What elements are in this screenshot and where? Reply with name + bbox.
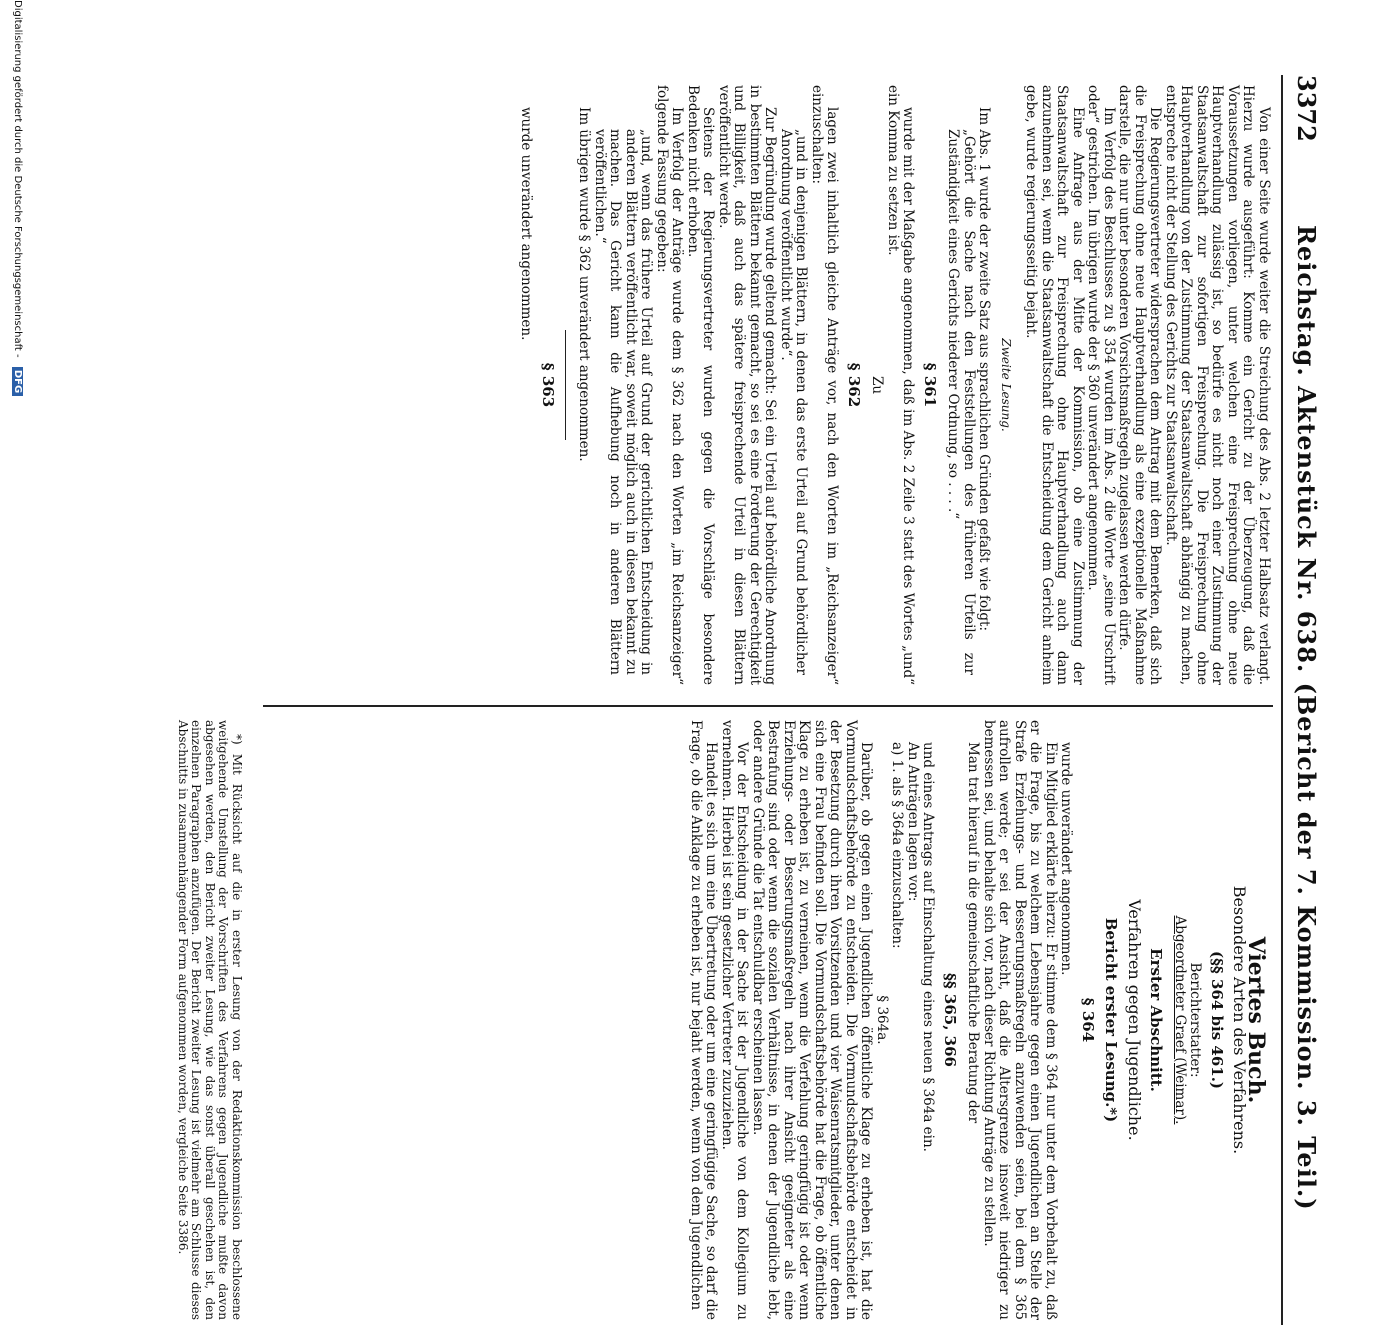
paragraph: Im Verfolg des Beschlusses zu § 354 wurden im Abs. 2 die Worte „seine Urschrift oder“ gestrichen. Im übrigen wurde der § 360 unverändert angenommen. <box>1085 85 1117 685</box>
paragraph: Handelt es sich um eine Übertretung oder um eine geringfügige Sache, so darf die Frage, ob die Anklage zu erheben ist, nur bejaht werden, wenn von dem Jugendlichen <box>688 720 720 1320</box>
section-subtitle: Verfahren gegen Jugendliche. <box>1125 899 1144 1141</box>
quotation: „und, wenn das frühere Urteil auf Grund der gerichtlichen Entscheidung in anderen Blättern veröffentlicht war, soweit möglich auch in diesen bekannt zu machen. Das Gericht kann die Aufhebung noch in anderen Blättern veröffentlichen.“ <box>592 129 655 675</box>
section-heading: § 361 <box>921 362 939 408</box>
paragraph: wurde unverändert angenommen. <box>1058 742 1075 976</box>
paragraph: Zu <box>869 375 886 395</box>
paragraph: Im übrigen wurde § 362 unverändert angenommen. <box>576 107 593 462</box>
column-divider <box>263 705 1273 707</box>
paragraph: Im Verfolg der Anträge wurde dem § 362 nach den Worten „im Reichsanzeiger“ folgende Fassung gegeben: <box>654 85 686 685</box>
paragraph: a) 1. als § 364a einzuschalten: <box>889 742 906 949</box>
paragraph: wurde unverändert angenommen. <box>518 107 535 341</box>
section-heading: § 364a. <box>874 995 890 1045</box>
book-range: (§§ 364 bis 461.) <box>1208 950 1226 1090</box>
left-column <box>518 85 1271 685</box>
header-rule <box>1281 75 1283 1325</box>
digitization-text: Digitalisierung gefördert durch die Deutsche Forschungsgemeinschaft - <box>12 0 23 358</box>
footnote-text: *) Mit Rücksicht auf die in erster Lesung von der Redaktionskommission beschlossene weitgehende Umstellung der Vorschriften des Verfahrens gegen Jugendliche mußte davon abgesehen werden, den Bericht zweiter Lesung, wie das sonst überall geschehen ist, den einzelnen Paragraphen anzufügen. Der Bericht zweiter Lesung ist vielmehr am Schlusse dieses Abschnitts in zusammenhängender Form aufgenommen worden, vergleiche Seite 3386. <box>176 720 244 1320</box>
paragraph: Man trat hierauf in die gemeinschaftliche Beratung der <box>965 742 982 1124</box>
paragraph: wurde mit der Maßgabe angenommen, daß im Abs. 2 Zeile 3 statt des Wortes „und“ ein Komma zu setzen ist. <box>885 85 917 685</box>
section-heading: §§ 365, 366 <box>941 973 959 1067</box>
book-subtitle: Besondere Arten des Verfahrens. <box>1230 885 1250 1155</box>
paragraph: Eine Anfrage aus der Mitte der Kommission, ob eine Zustimmung der Staatsanwaltschaft zur Freisprechung ohne Hauptverhandlung auch dann anzunehmen sei, wenn die Staatsanwaltschaft die Entscheidung dem Gericht anheim gebe, wurde regierungsseitig bejaht. <box>1023 85 1086 685</box>
section-title: Erster Abschnitt. <box>1147 948 1166 1092</box>
page-number: 3372 <box>1292 75 1321 142</box>
paragraph: Von einer Seite wurde weiter die Streichung des Abs. 2 letzter Halbsatz verlangt. Hierzu wurde ausgeführt: Komme ein Gericht zu der Überzeugung, daß die Voraussetzungen vorliegen, unter welchen eine Freisprechung ohne neue Hauptverhandlung zulässig ist, so bedürfe es nicht noch einer Zustimmung der Staatsanwaltschaft zur sofortigen Freisprechung. Die Freisprechung ohne Hauptverhandlung von der Zustimmung der Staatsanwaltschaft abhängig zu machen, entspreche nicht der Stellung des Gerichts zur Staatsanwaltschaft. <box>1163 85 1272 685</box>
paragraph: Die Regierungsvertreter widersprachen dem Antrag mit dem Bemerken, daß sich die Freisprechung ohne neue Hauptverhandlung als eine exzeptionelle Maßnahme darstelle, die nur unter besonderen Vorsichtsmaßregeln zugelassen werden dürfe. <box>1116 85 1164 685</box>
footnote <box>176 720 244 1320</box>
right-column <box>688 720 1272 1320</box>
reading-heading: Zweite Lesung. <box>999 338 1013 432</box>
paragraph: Vor der Entscheidung in der Sache ist der Jugendliche von dem Kollegium zu vernehmen. Hierbei ist sein gesetzlicher Vertreter zuzuziehen. <box>719 720 751 1320</box>
section-heading: § 362 <box>845 362 863 408</box>
paragraph: An Anträgen lagen vor: <box>905 742 921 902</box>
reporter-name: Abgeordneter Graef (Weimar). <box>1172 915 1188 1125</box>
quotation: „Gehört die Sache nach den Feststellungen des früheren Urteils zur Zuständigkeit eines Gerichts niederer Ordnung, so . . . .“ <box>945 129 977 675</box>
quotation: „und in denjenigen Blättern, in denen das erste Urteil auf Grund behördlicher Anordnung veröffentlicht wurde“. <box>778 129 810 675</box>
paragraph: lagen zwei inhaltlich gleiche Anträge vor, nach den Worten im „Reichsanzeiger“ einzuschalten: <box>809 85 841 685</box>
separator <box>565 330 566 440</box>
page-header <box>1281 75 1321 1325</box>
book-title: Viertes Buch. <box>1243 936 1269 1104</box>
paragraph: Im Abs. 1 wurde der zweite Satz aus sprachlichen Gründen gefaßt wie folgt: <box>976 107 993 632</box>
digitization-note <box>12 0 23 1000</box>
section-heading: § 363 <box>539 362 557 408</box>
dfg-logo: DFG <box>12 367 23 396</box>
section-heading: § 364 <box>1079 997 1097 1043</box>
paragraph: und eines Antrags auf Einschaltung eines neuen § 364a ein. <box>920 742 937 1152</box>
paragraph: Darüber, ob gegen einen Jugendlichen öffentliche Klage zu erheben ist, hat die Vormundschaftsbehörde zu entscheiden. Die Vormundschaftsbehörde entscheidet in der Besetzung durch ihren Vorsitzenden und vier Waisenratsmitglieder, unter denen sich eine Frau befinden soll. Die Vormundschaftsbehörde hat die Frage, ob öffentliche Klage zu erheben ist, zu verneinen, wenn die Verfehlung geringfügig ist oder wenn Erziehungs- oder Besserungsmaßregeln nach ihrer Ansicht geeigneter als eine Bestrafung sind oder wenn die sozialen Verhältnisse, in denen der Jugendliche lebt, oder andere Gründe die Tat entschuldbar erscheinen lassen. <box>750 720 875 1320</box>
paragraph: Ein Mitglied erklärte hierzu: Er stimme dem § 364 nur unter dem Vorbehalt zu, daß er die Frage, bis zu welchem Lebensjahre gegen einen Jugendlichen an Stelle der Strafe Erziehungs- und Besserungsmaßregeln anzuwenden seien, bei dem § 365 aufrollen werde; er sei der Ansicht, daß die Altersgrenze insoweit niedriger zu bemessen sei, und behalte sich vor, nach dieser Richtung Anträge zu stellen. <box>981 720 1059 1320</box>
paragraph: Zur Begründung wurde geltend gemacht: Sei ein Urteil auf behördliche Anordnung in bestimmten Blättern bekannt gemacht, so sei es eine Forderung der Gerechtigkeit und Billigkeit, daß auch das spätere freisprechende Urteil in diesen Blättern veröffentlicht werde. <box>716 85 779 685</box>
reading-heading: Bericht erster Lesung.*) <box>1102 917 1121 1123</box>
paragraph: Seitens der Regierungsvertreter wurden gegen die Vorschläge besondere Bedenken nicht erhoben. <box>685 85 717 685</box>
running-title: Reichstag. Aktenstück Nr. 638. (Bericht der 7. Kommission. 3. Teil.) <box>1292 225 1321 1211</box>
reporter-label: Berichterstatter: <box>1187 962 1204 1078</box>
